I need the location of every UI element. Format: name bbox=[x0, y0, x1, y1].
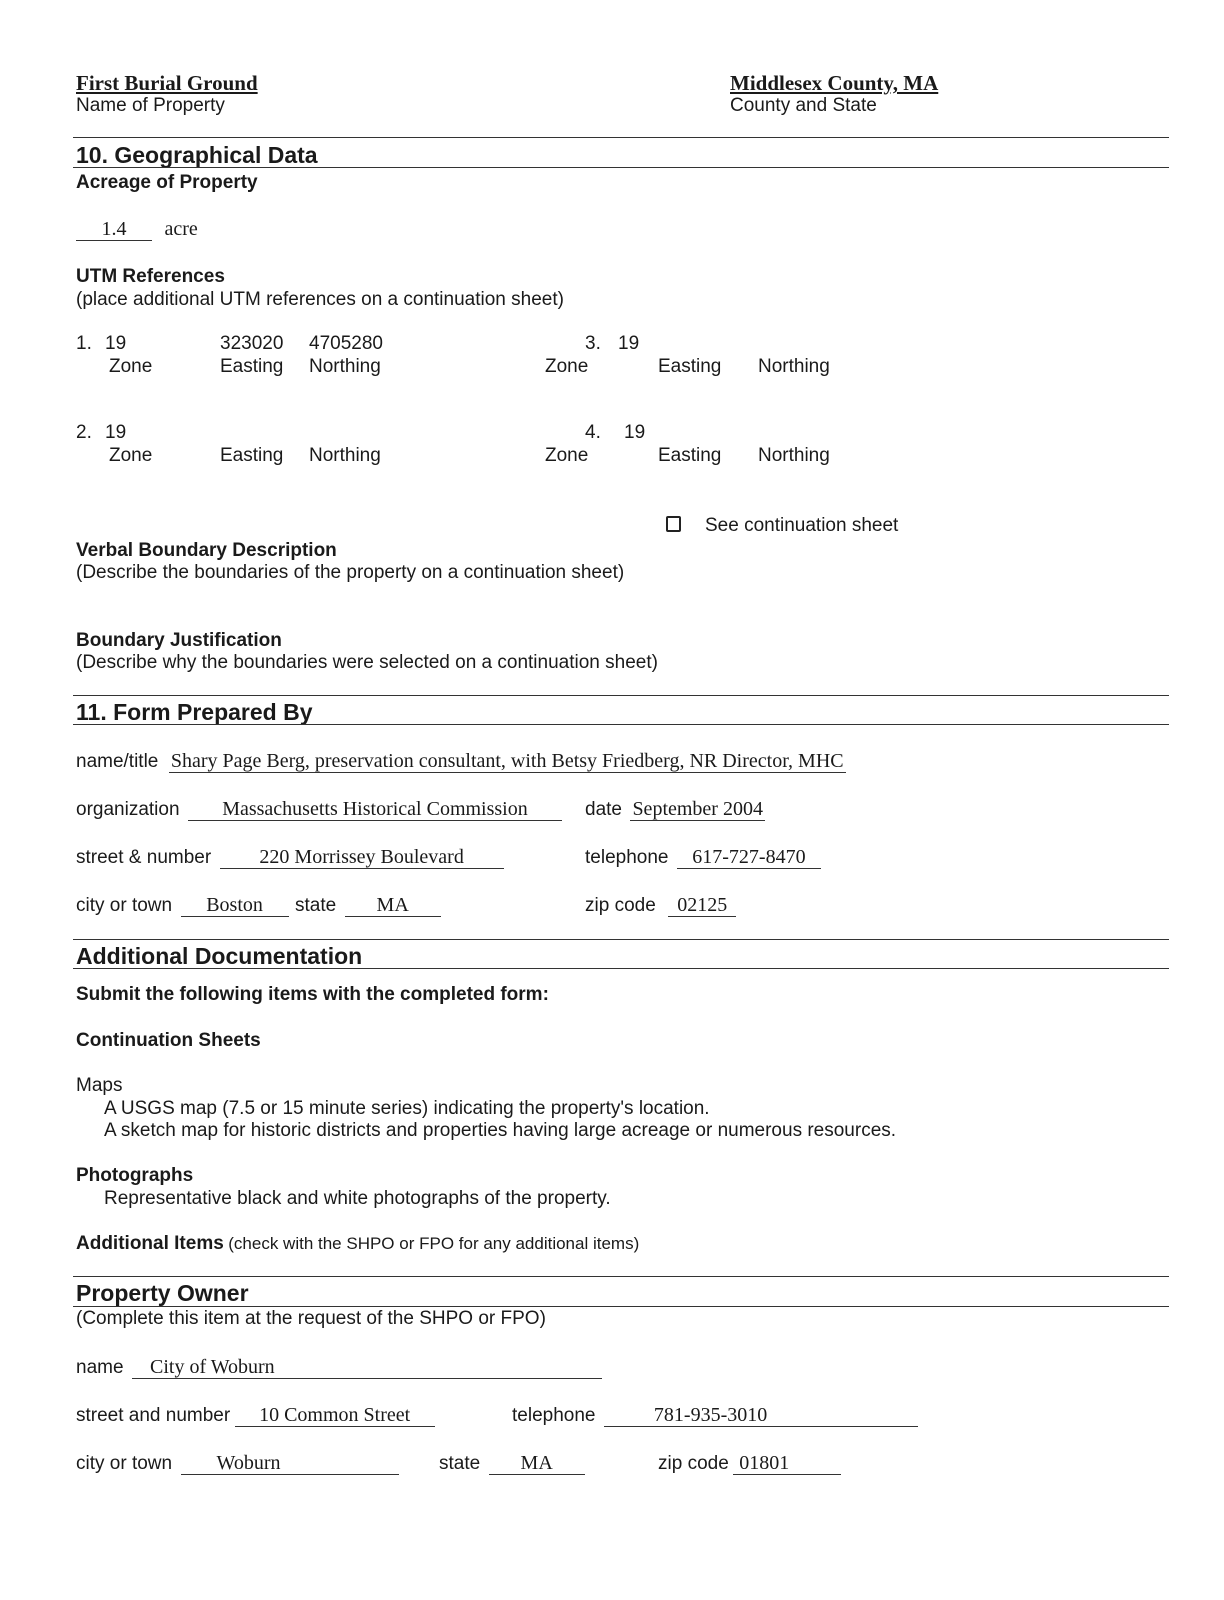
easting-label: Easting bbox=[658, 356, 722, 377]
utm-3-number: 3. bbox=[585, 333, 601, 354]
verbal-boundary-title: Verbal Boundary Description bbox=[76, 540, 337, 561]
section-11-title: 11. Form Prepared By bbox=[76, 699, 313, 725]
property-name-caption: Name of Property bbox=[76, 95, 225, 116]
owner-street-row bbox=[76, 1404, 435, 1427]
owner-zip-label: zip code bbox=[658, 1453, 729, 1474]
organization-value: Massachusetts Historical Commission bbox=[188, 798, 562, 821]
additional-documentation-title: Additional Documentation bbox=[76, 943, 363, 969]
utm-4-zone: 19 bbox=[624, 422, 646, 443]
utm-title: UTM References bbox=[76, 266, 225, 287]
owner-state-row bbox=[439, 1452, 585, 1475]
utm-3-zone: 19 bbox=[618, 333, 640, 354]
utm-2-zone: 19 bbox=[105, 422, 127, 443]
submit-items-heading: Submit the following items with the completed form: bbox=[76, 984, 549, 1005]
acreage-field bbox=[76, 218, 198, 241]
northing-label: Northing bbox=[309, 356, 381, 377]
owner-state-label: state bbox=[439, 1453, 481, 1474]
owner-telephone-value: 781-935-3010 bbox=[604, 1404, 918, 1427]
acreage-label: Acreage of Property bbox=[76, 172, 258, 193]
section-divider bbox=[73, 968, 1169, 969]
section-divider bbox=[73, 724, 1169, 725]
owner-city-value: Woburn bbox=[181, 1452, 399, 1475]
telephone-value: 617-727-8470 bbox=[677, 846, 821, 869]
boundary-justification-title: Boundary Justification bbox=[76, 630, 282, 651]
section-divider bbox=[73, 939, 1169, 940]
utm-4-number: 4. bbox=[585, 422, 601, 443]
owner-city-row bbox=[76, 1452, 399, 1475]
owner-telephone-row bbox=[512, 1404, 918, 1427]
organization-row bbox=[76, 798, 562, 821]
utm-note: (place additional UTM references on a continuation sheet) bbox=[76, 289, 564, 310]
maps-heading: Maps bbox=[76, 1075, 123, 1096]
northing-label: Northing bbox=[309, 445, 381, 466]
easting-label: Easting bbox=[220, 356, 284, 377]
acreage-unit: acre bbox=[164, 218, 198, 240]
name-title-label: name/title bbox=[76, 751, 159, 772]
owner-street-value: 10 Common Street bbox=[235, 1404, 435, 1427]
utm-1-easting: 323020 bbox=[220, 333, 284, 354]
date-value: September 2004 bbox=[632, 798, 763, 820]
northing-label: Northing bbox=[758, 445, 830, 466]
utm-1-number: 1. bbox=[76, 333, 92, 354]
zone-label: Zone bbox=[109, 445, 153, 466]
county-state: Middlesex County, MA bbox=[730, 71, 939, 95]
easting-label: Easting bbox=[658, 445, 722, 466]
photographs-heading: Photographs bbox=[76, 1165, 194, 1186]
owner-name-row bbox=[76, 1356, 602, 1379]
organization-label: organization bbox=[76, 799, 180, 820]
name-title-row bbox=[76, 750, 846, 773]
additional-items-heading: Additional Items bbox=[76, 1233, 224, 1254]
additional-items-note: (check with the SHPO or FPO for any additional items) bbox=[228, 1234, 640, 1253]
additional-items-row bbox=[76, 1233, 639, 1255]
street-row bbox=[76, 846, 504, 869]
verbal-boundary-note: (Describe the boundaries of the property on a continuation sheet) bbox=[76, 562, 625, 583]
zone-label: Zone bbox=[109, 356, 153, 377]
section-divider bbox=[73, 1306, 1169, 1307]
continuation-label: See continuation sheet bbox=[705, 515, 899, 536]
section-divider bbox=[73, 137, 1169, 138]
street-value: 220 Morrissey Boulevard bbox=[220, 846, 504, 869]
section-divider bbox=[73, 695, 1169, 696]
zone-label: Zone bbox=[545, 445, 589, 466]
continuation-sheets-heading: Continuation Sheets bbox=[76, 1030, 261, 1051]
date-label: date bbox=[585, 799, 622, 820]
owner-street-label: street and number bbox=[76, 1405, 231, 1426]
state-value: MA bbox=[345, 894, 441, 917]
section-10-title: 10. Geographical Data bbox=[76, 142, 318, 168]
property-owner-title: Property Owner bbox=[76, 1280, 249, 1306]
utm-2-number: 2. bbox=[76, 422, 92, 443]
name-title-value: Shary Page Berg, preservation consultant, with Betsy Friedberg, NR Director, MHC bbox=[170, 750, 844, 772]
owner-telephone-label: telephone bbox=[512, 1405, 596, 1426]
section-divider bbox=[73, 1276, 1169, 1277]
state-label: state bbox=[295, 895, 337, 916]
property-name: First Burial Ground bbox=[76, 71, 258, 95]
owner-city-label: city or town bbox=[76, 1453, 173, 1474]
city-row bbox=[76, 894, 441, 917]
maps-item-usgs: A USGS map (7.5 or 15 minute series) indicating the property's location. bbox=[104, 1098, 710, 1119]
telephone-row bbox=[585, 846, 821, 869]
northing-label: Northing bbox=[758, 356, 830, 377]
property-owner-note: (Complete this item at the request of the SHPO or FPO) bbox=[76, 1308, 546, 1329]
continuation-checkbox[interactable] bbox=[666, 516, 681, 532]
acreage-value: 1.4 bbox=[76, 218, 152, 241]
zone-label: Zone bbox=[545, 356, 589, 377]
section-divider bbox=[73, 167, 1169, 168]
city-value: Boston bbox=[181, 894, 289, 917]
owner-zip-value: 01801 bbox=[733, 1452, 841, 1475]
county-state-caption: County and State bbox=[730, 95, 877, 116]
street-label: street & number bbox=[76, 847, 212, 868]
telephone-label: telephone bbox=[585, 847, 669, 868]
utm-1-northing: 4705280 bbox=[309, 333, 383, 354]
maps-item-sketch: A sketch map for historic districts and properties having large acreage or numerous resources. bbox=[104, 1120, 897, 1141]
zip-label: zip code bbox=[585, 895, 656, 916]
boundary-justification-note: (Describe why the boundaries were selected on a continuation sheet) bbox=[76, 652, 658, 673]
owner-state-value: MA bbox=[489, 1452, 585, 1475]
zip-row bbox=[585, 894, 736, 917]
owner-zip-row bbox=[658, 1452, 841, 1475]
city-label: city or town bbox=[76, 895, 173, 916]
date-row bbox=[585, 798, 765, 821]
photographs-item: Representative black and white photographs of the property. bbox=[104, 1188, 611, 1209]
owner-name-label: name bbox=[76, 1357, 124, 1378]
owner-name-value: City of Woburn bbox=[132, 1356, 602, 1379]
zip-value: 02125 bbox=[668, 894, 736, 917]
easting-label: Easting bbox=[220, 445, 284, 466]
utm-1-zone: 19 bbox=[105, 333, 127, 354]
